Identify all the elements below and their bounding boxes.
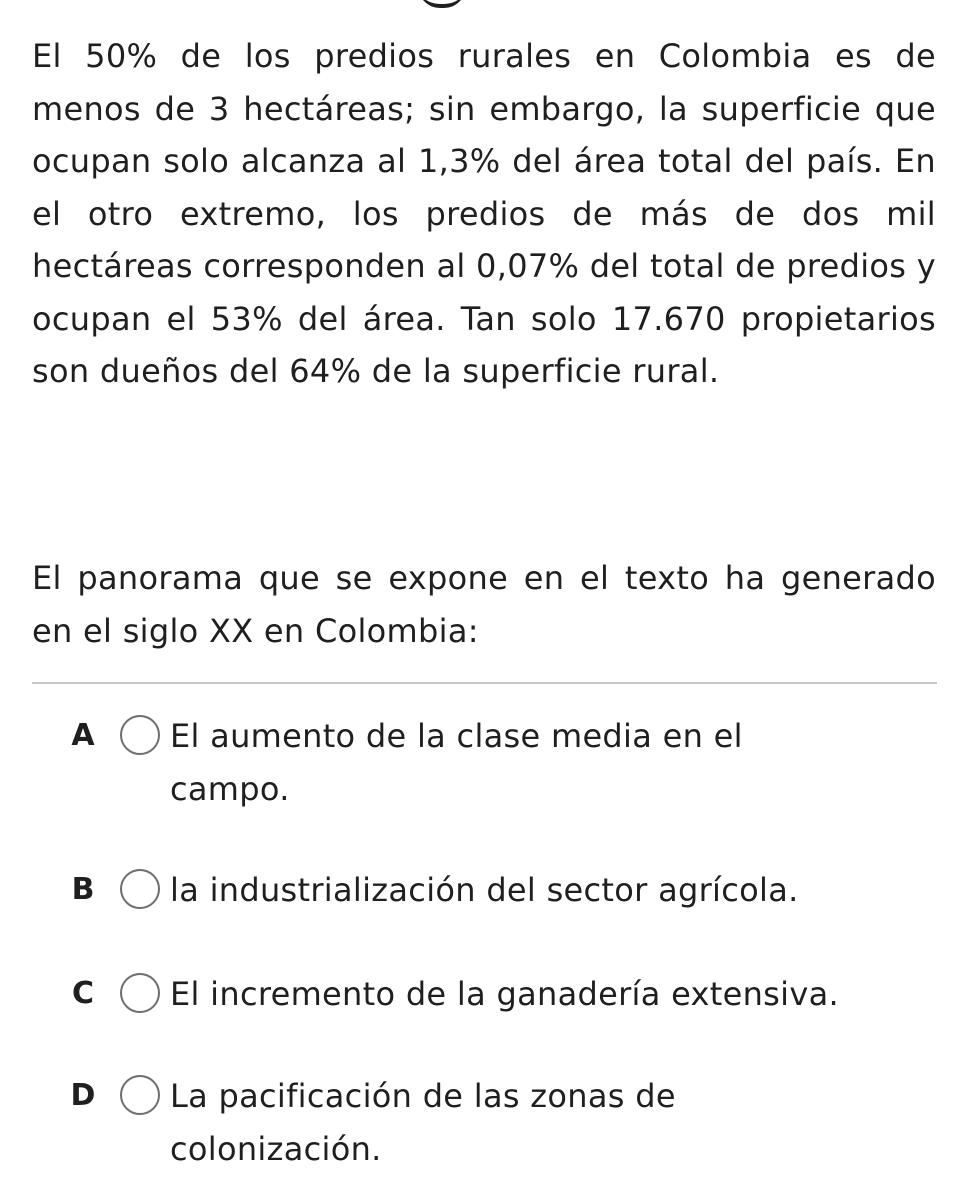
answer-option-b[interactable] <box>60 864 920 920</box>
radio-circle-icon[interactable] <box>120 869 160 909</box>
question-prompt: El panorama que se expone en el texto ha generado en el siglo XX en Colombia: <box>32 559 936 650</box>
divider <box>32 682 937 684</box>
answer-option-c[interactable] <box>60 968 920 1024</box>
answer-option-d[interactable] <box>60 1070 920 1180</box>
option-letter: B <box>71 872 95 907</box>
answer-option-a[interactable] <box>60 710 920 820</box>
radio-circle-icon[interactable] <box>120 715 160 755</box>
option-text: El aumento de la clase media en el campo. <box>170 717 743 808</box>
radio-circle-icon[interactable] <box>120 973 160 1013</box>
option-text: la industrialización del sector agrícola. <box>170 871 799 909</box>
option-letter: D <box>70 1078 96 1113</box>
option-text: La pacificación de las zonas de colonización. <box>170 1077 676 1168</box>
option-text: El incremento de la ganadería extensiva. <box>170 975 839 1013</box>
radio-circle-icon[interactable] <box>120 1075 160 1115</box>
reading-passage: El 50% de los predios rurales en Colombia es de menos de 3 hectáreas; sin embargo, la superficie que ocupan solo alcanza al 1,3% del área total del país. En el otro extremo, los predios de más de dos mil hectáreas corresponden al 0,07% del total de predios y ocupan el 53% del área. Tan solo 17.670 propietarios son dueños del 64% de la superficie rural. <box>32 37 936 390</box>
option-letter: C <box>71 976 95 1011</box>
option-letter: A <box>71 718 95 753</box>
cropped-top-element <box>418 0 466 8</box>
